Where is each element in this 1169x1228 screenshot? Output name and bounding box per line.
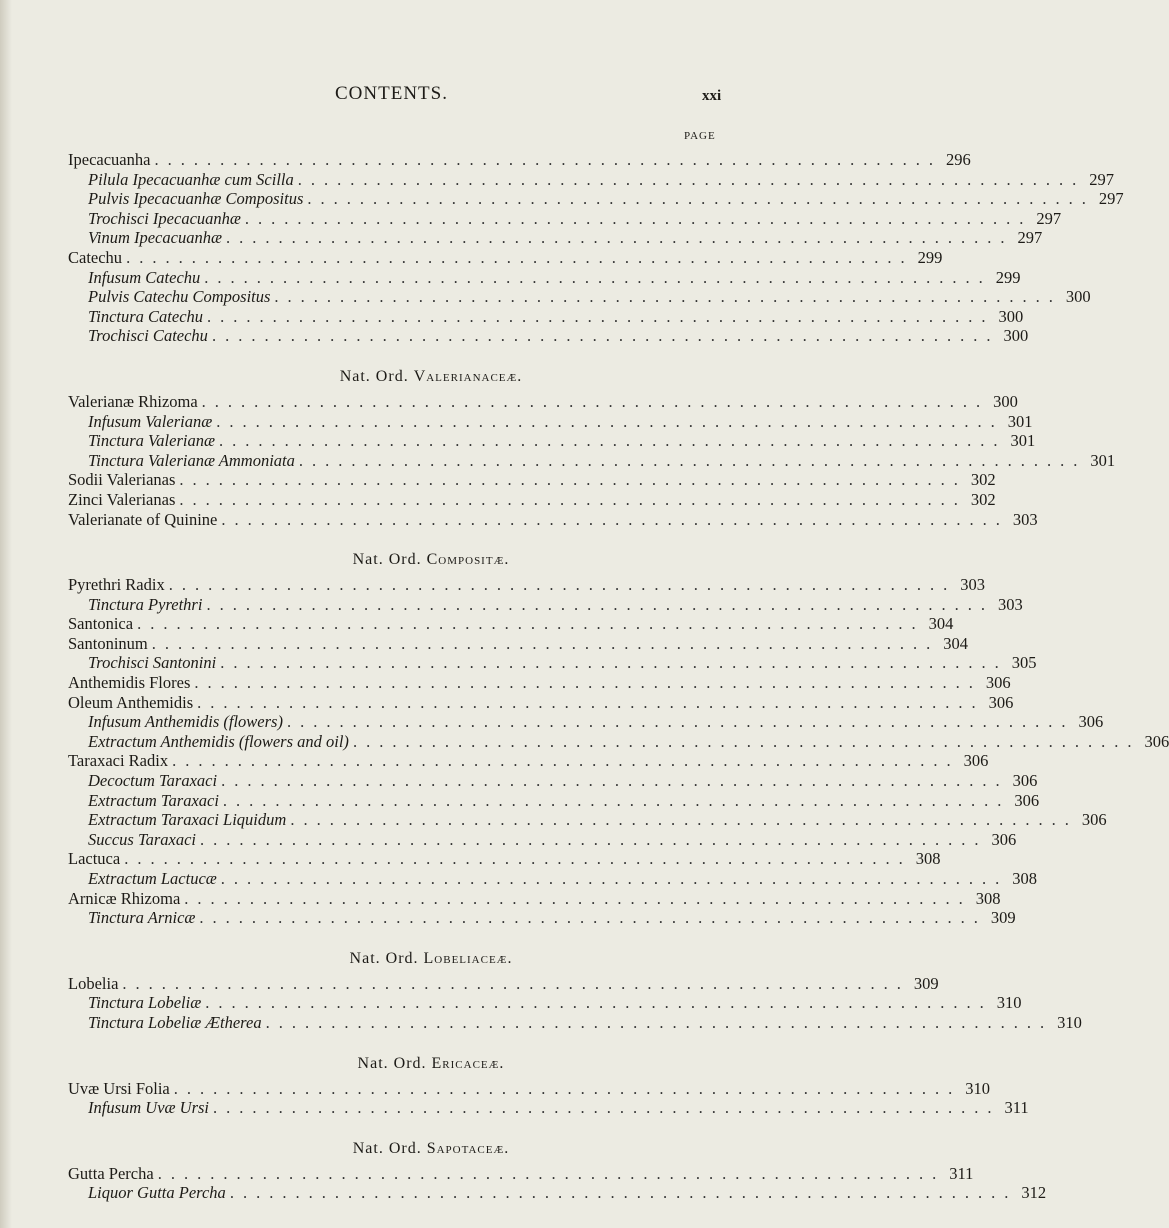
entry-page-number: 301: [1010, 431, 1036, 451]
entry-name: Tinctura Arnicæ: [88, 908, 196, 928]
toc-subentry: [68, 829, 1017, 850]
entry-page-number: 306: [988, 692, 1014, 712]
page-number: xxi: [702, 88, 722, 104]
entry-name: Anthemidis Flores: [68, 673, 191, 693]
entry-page-number: 305: [1011, 653, 1037, 673]
dot-leader: ............................................................: [204, 267, 992, 287]
toc-entry: [68, 1078, 991, 1099]
entry-name: Zinci Valerianas: [68, 489, 176, 509]
toc-subentry: [68, 228, 1043, 248]
dot-leader: ............................................................: [179, 470, 967, 490]
entry-name: Pyrethri Radix: [68, 575, 165, 595]
entry-name: Trochisci Santonini: [88, 653, 217, 673]
entry-name: Pilula Ipecacuanhæ cum Scilla: [88, 169, 294, 189]
toc-subentry: [68, 908, 1016, 928]
entry-name: Taraxaci Radix: [68, 751, 169, 771]
section-heading-order: Valerianaceæ.: [413, 367, 523, 385]
toc-subentry: [68, 306, 1024, 327]
toc-subentry: [68, 653, 1037, 673]
dot-leader: ............................................................: [221, 509, 1009, 529]
dot-leader: ............................................................: [207, 306, 995, 326]
entry-page-number: 306: [1078, 712, 1104, 732]
toc-subentry: [68, 731, 1169, 752]
entry-page-number: 302: [970, 489, 996, 509]
entry-page-number: 310: [996, 993, 1022, 1013]
section-heading-order: Sapotaceæ.: [426, 1139, 510, 1157]
toc-subentry: [68, 712, 1104, 732]
entry-name: Lactuca: [68, 849, 121, 869]
dot-leader: ............................................................: [274, 287, 1062, 307]
toc-entry: [68, 247, 943, 268]
entry-name: Extractum Taraxaci: [88, 790, 219, 810]
toc-subentry: [68, 431, 1036, 451]
dot-leader: ............................................................: [286, 712, 1075, 732]
section-heading-prefix: Nat. Ord.: [352, 1139, 422, 1157]
entry-name: Gutta Percha: [68, 1163, 154, 1183]
toc-subentry: [68, 1183, 1047, 1203]
dot-leader: ............................................................: [151, 633, 940, 653]
toc-entry: [68, 692, 1014, 713]
entry-page-number: 312: [1021, 1183, 1047, 1203]
entry-page-number: 297: [1017, 228, 1043, 248]
entry-page-number: 297: [1089, 169, 1114, 189]
page-column-label: PAGE: [684, 130, 716, 142]
section-heading-prefix: Nat. Ord.: [352, 551, 422, 569]
toc-subentry: [68, 450, 1116, 471]
toc-subentry: [68, 869, 1038, 889]
toc-entry: [68, 633, 969, 654]
section-heading: [68, 368, 714, 386]
entry-page-number: 299: [917, 247, 943, 267]
dot-leader: ............................................................: [173, 1078, 962, 1098]
section-heading: [68, 1055, 714, 1073]
toc-entry: [68, 673, 1011, 693]
entry-name: Trochisci Catechu: [88, 326, 208, 346]
dot-leader: ............................................................: [205, 993, 993, 1013]
toc-entry: [68, 1163, 974, 1184]
entry-name: Valerianæ Rhizoma: [68, 391, 198, 411]
dot-leader: ............................................................: [218, 431, 1007, 451]
entry-page-number: 306: [1081, 810, 1107, 830]
entry-page-number: 300: [993, 391, 1018, 411]
entry-name: Vinum Ipecacuanhæ: [88, 228, 222, 248]
toc-subentry: [68, 993, 1022, 1013]
entry-name: Pulvis Catechu Compositus: [88, 287, 271, 307]
dot-leader: ............................................................: [265, 1012, 1054, 1032]
entry-page-number: 306: [991, 829, 1017, 849]
entry-page-number: 310: [1057, 1012, 1082, 1032]
table-of-contents: [68, 150, 1169, 1203]
toc-subentry: [68, 169, 1114, 190]
entry-name: Tinctura Pyrethri: [88, 594, 203, 614]
dot-leader: ............................................................: [213, 1098, 1001, 1118]
section-heading: [68, 950, 714, 968]
dot-leader: ............................................................: [222, 790, 1011, 810]
toc-subentry: [68, 771, 1038, 791]
entry-page-number: 306: [1144, 731, 1169, 751]
entry-name: Trochisci Ipecacuanhæ: [88, 208, 241, 228]
entry-name: Infusum Valerianæ: [88, 411, 213, 431]
section-heading: [68, 551, 714, 569]
dot-leader: ............................................................: [225, 228, 1014, 248]
entry-name: Lobelia: [68, 973, 119, 993]
dot-leader: ............................................................: [290, 810, 1078, 830]
entry-name: Decoctum Taraxaci: [88, 771, 218, 791]
toc-entry: [68, 489, 996, 510]
entry-name: Sodii Valerianas: [68, 470, 176, 490]
toc-entry: [68, 150, 971, 170]
dot-leader: ............................................................: [172, 751, 960, 771]
entry-name: Catechu: [68, 247, 123, 267]
section-heading-prefix: Nat. Ord.: [339, 367, 409, 385]
dot-leader: ............................................................: [194, 673, 982, 693]
entry-name: Succus Taraxaci: [88, 829, 197, 849]
toc-entry: [68, 391, 1018, 412]
dot-leader: ............................................................: [197, 692, 985, 712]
dot-leader: ............................................................: [168, 575, 957, 595]
entry-name: Infusum Catechu: [88, 267, 201, 287]
entry-name: Liquor Gutta Percha: [88, 1183, 226, 1203]
toc-entry: [68, 575, 985, 595]
entry-name: Arnicæ Rhizoma: [68, 888, 181, 908]
entry-name: Pulvis Ipecacuanhæ Compositus: [88, 189, 304, 209]
entry-page-number: 308: [915, 849, 941, 869]
entry-page-number: 304: [943, 633, 969, 653]
toc-subentry: [68, 1012, 1082, 1033]
dot-leader: ............................................................: [220, 653, 1008, 673]
dot-leader: ............................................................: [206, 594, 994, 614]
dot-leader: ............................................................: [200, 829, 988, 849]
entry-page-number: 309: [990, 908, 1016, 928]
dot-leader: ............................................................: [244, 208, 1033, 228]
toc-subentry: [68, 189, 1124, 209]
entry-page-number: 297: [1036, 208, 1062, 228]
dot-leader: ............................................................: [221, 771, 1009, 791]
dot-leader: ............................................................: [216, 411, 1004, 431]
dot-leader: ............................................................: [157, 1163, 946, 1183]
entry-name: Oleum Anthemidis: [68, 692, 194, 712]
entry-name: Tinctura Lobeliæ Ætherea: [88, 1012, 262, 1032]
entry-page-number: 306: [1014, 790, 1040, 810]
toc-entry: [68, 751, 989, 771]
entry-name: Santonica: [68, 614, 134, 634]
entry-page-number: 306: [1012, 771, 1038, 791]
entry-name: Infusum Anthemidis (flowers): [88, 712, 283, 732]
entry-name: Ipecacuanha: [68, 150, 151, 169]
entry-page-number: 301: [1007, 411, 1033, 431]
section-heading-order: Compositæ.: [426, 551, 510, 569]
toc-subentry: [68, 411, 1033, 432]
toc-subentry: [68, 326, 1029, 346]
section-heading-order: Lobeliaceæ.: [423, 949, 513, 967]
dot-leader: ............................................................: [307, 189, 1095, 209]
entry-page-number: 301: [1090, 450, 1116, 470]
dot-leader: ............................................................: [179, 489, 967, 509]
entry-page-number: 306: [963, 751, 989, 771]
entry-name: Valerianate of Quinine: [68, 509, 218, 529]
toc-subentry: [68, 1098, 1029, 1118]
toc-entry: [68, 614, 954, 634]
entry-page-number: 311: [949, 1163, 974, 1183]
toc-entry: [68, 973, 939, 994]
entry-name: Tinctura Valerianæ: [88, 431, 215, 451]
dot-leader: ............................................................: [126, 247, 914, 267]
entry-name: Tinctura Catechu: [88, 306, 204, 326]
entry-name: Uvæ Ursi Folia: [68, 1078, 170, 1098]
toc-subentry: [68, 810, 1107, 830]
dot-leader: ............................................................: [298, 450, 1087, 470]
section-heading-prefix: Nat. Ord.: [349, 949, 419, 967]
entry-page-number: 311: [1004, 1098, 1029, 1118]
toc-subentry: [68, 267, 1021, 288]
entry-name: Extractum Anthemidis (flowers and oil): [88, 731, 349, 751]
entry-page-number: 296: [945, 150, 971, 169]
entry-page-number: 304: [928, 614, 954, 634]
entry-name: Santoninum: [68, 633, 148, 653]
toc-entry: [68, 888, 1001, 909]
section-heading: [68, 1140, 714, 1158]
entry-name: Extractum Taraxaci Liquidum: [88, 810, 287, 830]
dot-leader: ............................................................: [184, 888, 972, 908]
entry-page-number: 306: [985, 673, 1011, 693]
entry-name: Tinctura Valerianæ Ammoniata: [88, 450, 295, 470]
dot-leader: ............................................................: [137, 614, 925, 634]
dot-leader: ............................................................: [122, 973, 910, 993]
dot-leader: ............................................................: [229, 1183, 1018, 1203]
entry-page-number: 308: [1012, 869, 1038, 888]
dot-leader: ............................................................: [352, 731, 1141, 751]
entry-name: Infusum Uvæ Ursi: [88, 1098, 210, 1118]
entry-name: Extractum Lactucæ: [88, 869, 217, 888]
toc-subentry: [68, 287, 1091, 307]
dot-leader: ............................................................: [220, 869, 1009, 888]
toc-entry: [68, 849, 941, 869]
toc-subentry: [68, 208, 1062, 229]
entry-page-number: 309: [913, 973, 939, 993]
page-spine-shadow: [0, 0, 12, 1228]
dot-leader: ............................................................: [124, 849, 912, 869]
dot-leader: ............................................................: [297, 169, 1086, 189]
toc-entry: [68, 470, 996, 490]
entry-page-number: 299: [995, 267, 1021, 287]
entry-page-number: 297: [1098, 189, 1124, 209]
section-heading-order: Ericaceæ.: [431, 1054, 505, 1072]
toc-subentry: [68, 790, 1040, 811]
entry-page-number: 308: [975, 888, 1001, 908]
dot-leader: ............................................................: [211, 326, 1000, 346]
entry-page-number: 303: [997, 594, 1023, 614]
dot-leader: ............................................................: [199, 908, 987, 928]
entry-page-number: 300: [998, 306, 1024, 326]
entry-page-number: 310: [965, 1078, 991, 1098]
dot-leader: ............................................................: [201, 391, 990, 411]
entry-page-number: 303: [960, 575, 985, 595]
entry-page-number: 302: [970, 470, 996, 490]
entry-name: Tinctura Lobeliæ: [88, 993, 202, 1013]
dot-leader: ............................................................: [154, 150, 942, 169]
entry-page-number: 303: [1012, 509, 1038, 529]
page-title: CONTENTS.: [335, 83, 448, 104]
section-heading-prefix: Nat. Ord.: [357, 1054, 427, 1072]
entry-page-number: 300: [1003, 326, 1029, 346]
toc-subentry: [68, 594, 1023, 615]
entry-page-number: 300: [1065, 287, 1091, 307]
toc-entry: [68, 509, 1038, 530]
